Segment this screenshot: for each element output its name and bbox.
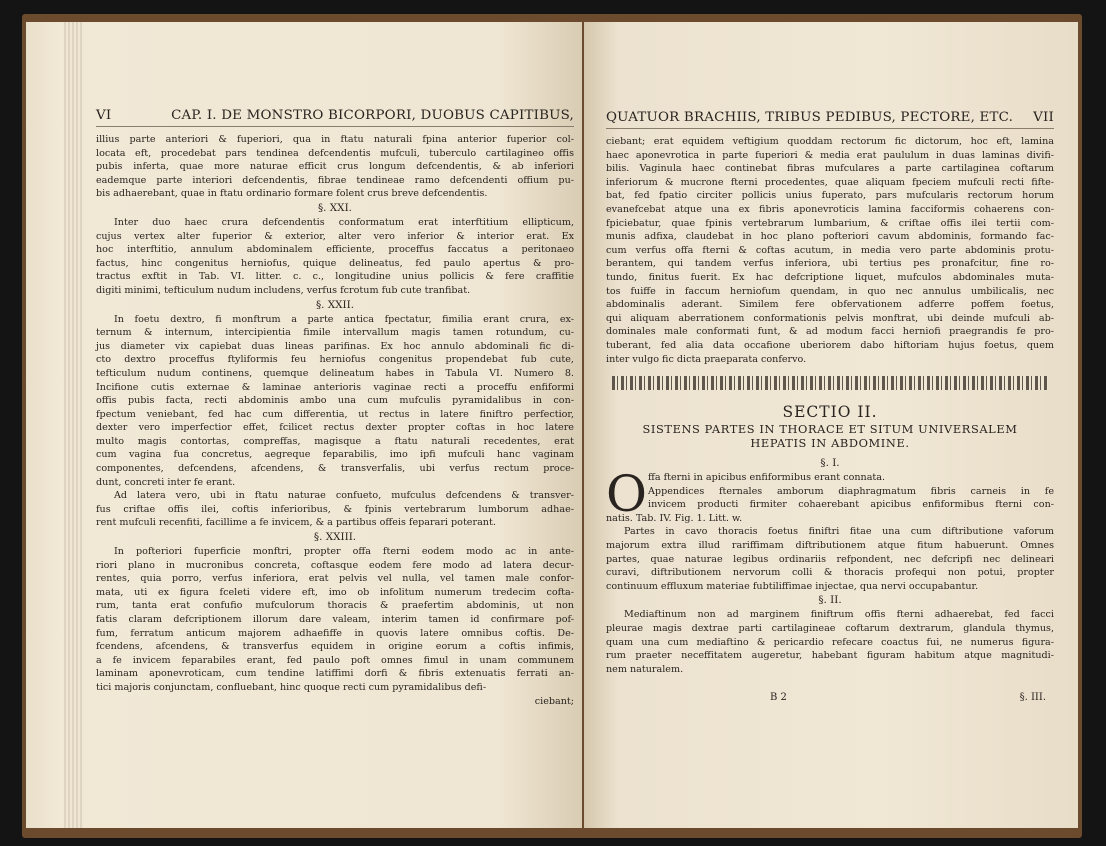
text-line: invicem producti firmiter cohaerebant apicibus enfiformibus fterni con- <box>648 499 1054 511</box>
text-line: rentes, quia porro, verfus inferiora, erat pelvis vel nulla, vel tamen male confor- <box>96 573 574 585</box>
text-line: a fe invicem feparabiles erant, fed paulo poft omnes fimul in unam communem <box>96 654 574 666</box>
text-line: ffa fterni in apicibus enfiformibus erant connata. <box>648 472 886 484</box>
text-line: Incifione cutis externae & laminae anterioris vaginae recti a proceffu enfiformi <box>96 381 574 393</box>
text-line: eademque parte interiori defcendentis, fibrae tendineae ramo defcendenti offium pu- <box>96 174 574 186</box>
text-line: laminam aponevroticam, cum tendine latiffimi dorfi & fibris extenuatis ferrati an- <box>96 668 574 680</box>
text-line: pubis inferta, quae more naturae efficit crus longum defcendentis, & ab inferiori <box>96 161 574 173</box>
text-line: riori plano in mucronibus concreta, coftasque eodem fere modo ad latera decur- <box>96 559 574 571</box>
section-subtitle: SISTENS PARTES IN THORACE ET SITUM UNIVERSALEM <box>642 422 1018 437</box>
ornament-divider <box>612 376 1048 390</box>
text-line: cto dextro proceffus ftyliformis feu herniofus congenitus propendebat fub cute, <box>96 354 574 366</box>
text-line: In foetu dextro, fi monftrum a parte antica fpectatur, fimilia erant crura, ex- <box>114 313 574 325</box>
text-line: continuum effluxum materiae fubtiliffimae injectae, qua nervi occupabantur. <box>606 580 979 592</box>
section-heading: §. XXI. <box>317 201 352 214</box>
text-line: ciebant; erat equidem veftigium quoddam rectorum fic dictorum, hoc eft, lamina <box>606 136 1054 147</box>
text-line: dunt, concreti inter fe erant. <box>96 476 236 488</box>
text-line: rent mufculi recenfiti, facillime a fe invicem, & a partibus offeis feparari poterant. <box>96 517 496 529</box>
text-line: Ad latera vero, ubi in ftatu naturae confueto, mufculus defcendens & transver- <box>114 490 574 502</box>
text-line: offis pubis facta, recti abdominis ambo una cum mufculis pyramidalibus in con- <box>96 395 574 407</box>
text-line: cujus vertex alter fuperior & exterior, alter vero inferior & interior erat. Ex <box>96 230 574 242</box>
paragraph <box>96 216 574 298</box>
paragraph <box>606 512 1054 594</box>
text-line: cum verfus offa fterni & coftas acutum, in media vero parte abdominis protu- <box>606 244 1054 256</box>
catchword: §. III. <box>1019 692 1046 704</box>
text-line: tuberant, fed alia data occafione uberiorem dabo hiftoriam hujus foetus, quem <box>606 339 1054 351</box>
book-spread <box>22 14 1082 838</box>
text-line: rum praeter neceffitatem augeretur, habebant figuram habitum atque magnitudi- <box>606 650 1054 662</box>
running-title: QUATUOR BRACHIIS, TRIBUS PEDIBUS, PECTORE, ETC. <box>606 110 1014 125</box>
section-title: SECTIO II. <box>782 403 878 422</box>
text-line: tici majoris conjunctam, confluebant, hinc quoque recti cum pyramidalibus defi- <box>96 681 487 693</box>
text-line: illius parte anteriori & fuperiori, qua in ftatu naturali fpina anterior fuperior col- <box>96 134 574 145</box>
text-line: inter vulgo fic dicta praeparata confervo. <box>606 353 807 365</box>
text-line: Appendices fternales amborum diaphragmatum fibris carneis in fe <box>648 485 1054 497</box>
catchword: ciebant; <box>534 695 574 707</box>
text-line: digiti minimi, tefticulum nudum includens, verfus fcrotum fub cute tranfibat. <box>96 284 471 296</box>
section-heading: §. I. <box>820 457 840 470</box>
running-head <box>606 110 1054 129</box>
text-line: tundo, finitus fuerit. Ex hac defcriptione liquet, mufculos abdominales muta- <box>606 271 1054 283</box>
text-line: qui aliquam aberrationem conformationis pelvis monftrat, ubi deinde mufculi ab- <box>606 312 1054 324</box>
section-subtitle: HEPATIS IN ABDOMINE. <box>750 436 910 451</box>
left-text-block <box>96 108 574 708</box>
text-line: factus, hinc congenitus herniofus, quique delineatus, fed paulo apertus & pro- <box>96 257 574 269</box>
text-line: tractus exftit in Tab. VI. litter. c. c., longitudine unius pollicis & fere craffitie <box>96 271 574 283</box>
text-line: abdominalis aderant. Similem fere obfervationem adferre poffem foetus, <box>606 299 1054 311</box>
text-line: multo magis contortas, compreffas, magisque a ftatu naturali recedentes, erat <box>96 435 574 447</box>
text-line: Inter duo haec crura defcendentis conformatum erat interftitium ellipticum, <box>114 216 574 228</box>
text-line: bis adhaerebant, quae in ftatu ordinario formare folent crus breve defcendentis. <box>96 188 488 200</box>
text-line: bat, fed fpatio circiter pollicis unius fuperato, pars mufcularis rectorum horum <box>606 190 1054 202</box>
page-number: VII <box>1033 110 1054 125</box>
section-heading: §. XXIII. <box>313 531 357 544</box>
text-line: Mediaftinum non ad marginem finiftrum offis fterni adhaerebat, fed facci <box>624 609 1054 621</box>
text-line: cum vagina fua concretus, aegreque feparabilis, imo ipfi mufculi hanc vaginam <box>96 449 574 461</box>
left-page <box>26 22 582 828</box>
page-footer <box>606 692 1054 703</box>
paragraph <box>96 313 574 531</box>
right-page <box>584 22 1078 828</box>
text-line: inferiorum & mucrone fterni procedentes, quae aliquam fpeciem mufculi recti fifte- <box>606 176 1054 188</box>
text-line: munis adfixa, claudebat in hoc plano pofteriori cavum abdominis, formando fac- <box>606 231 1054 243</box>
text-line: Partes in cavo thoracis foetus finiftri fitae una cum diftributione vaforum <box>624 526 1054 538</box>
running-title: CAP. I. DE MONSTRO BICORPORI, DUOBUS CAPITIBUS, <box>171 108 574 123</box>
text-line: fpiciebatur, quae fpinis vertebrarum lumbarium, & criftae offis ilei tertii com- <box>606 217 1054 229</box>
text-line: locata eft, procedebat pars tendinea defcendentis mufculi, tuberculo cartilagineo offis <box>96 147 574 159</box>
paragraph <box>96 133 574 201</box>
right-text-block <box>606 110 1054 703</box>
text-line: fum, ferratum anticum majorem adhaefiffe in quovis latere omnibus coftis. De- <box>96 627 574 639</box>
signature-mark: B 2 <box>770 692 787 704</box>
text-line: tefticulum nudum continens, quemque delineatum habes in Tabula VI. Numero 8. <box>96 367 574 379</box>
text-line: ternum & internum, intercipientia fimile intervallum magis tamen rotundum, cu- <box>96 327 574 339</box>
text-line: partes, quae naturae legibus ordinariis refpondent, nec defcripfi nec delineari <box>606 553 1054 565</box>
text-line: quam una cum mediaftino & pericardio refecare coactus fui, ne numerus figura- <box>606 636 1054 648</box>
text-line: rum, tanta erat confufio mufculorum thoracis & praefertim abdominis, ut non <box>96 600 574 612</box>
text-line: fcendens, afcendens, & transverfus equidem in origine eorum a coftis infimis, <box>96 641 574 653</box>
text-line: natis. Tab. IV. Fig. 1. Litt. w. <box>606 512 743 524</box>
text-line: componentes, defcendens, afcendens, & transverfalis, ubi verfus rectum proce- <box>96 463 574 475</box>
text-line: dexter vero imperfectior effet, fcilicet rectus dexter propter coftas in hoc latere <box>96 422 574 434</box>
text-line: curavi, diftributionem nervorum colli & thoracis profequi non potui, propter <box>606 567 1054 579</box>
section-heading: §. II. <box>818 594 842 607</box>
paragraph <box>606 471 1054 512</box>
paragraph <box>606 135 1054 366</box>
text-line: jus diameter vix capiebat duas lineas parifinas. Ex hoc annulo abdominali fic di- <box>96 340 574 352</box>
text-line: berantem, qui tandem verfus inferiora, ubi tertius pes pronafcitur, fine ro- <box>606 258 1054 270</box>
text-line: hoc interftitio, annulum abdominalem efficiente, proceffus faccatus a peritonaeo <box>96 244 574 256</box>
page-edges <box>64 22 84 828</box>
text-line: mata, uti ex figura fceleti videre eft, imo ob infolitum numerum tredecim cofta- <box>96 586 574 598</box>
text-line: fatis claram defcriptionem illorum dare valeam, interim tamen id confirmare pof- <box>96 614 574 625</box>
text-line: fus criftae offis ilei, coftis inferioribus, & fpinis vertebrarum lumborum adhae- <box>96 503 574 515</box>
running-head <box>96 108 574 127</box>
section-heading: §. XXII. <box>315 298 355 311</box>
text-line: fpectum veniebant, fed hac cum differentia, ut rectus in latere finiftro perfectior, <box>96 408 574 420</box>
text-line: In pofteriori fuperficie monftri, propter offa fterni eodem modo ac in ante- <box>114 546 574 558</box>
page-number: VI <box>96 108 112 123</box>
text-line: pleurae magis dextrae parti cartilagineae coftarum dextrarum, glandula thymus, <box>606 623 1054 635</box>
paragraph <box>96 545 574 695</box>
paragraph <box>606 608 1054 676</box>
text-line: nem naturalem. <box>606 663 684 675</box>
text-line: haec aponevrotica in parte fuperiori & media erat paululum in duas laminas divifi- <box>606 149 1054 161</box>
text-line: bilis. Vaginula haec continebat fibras mufculares a parte cartilaginea coftarum <box>606 163 1054 175</box>
text-line: majorum extra illud rariffimam diftributionem atque fitum habuerunt. Omnes <box>606 540 1054 552</box>
text-line: evanefcebat atque una ex fibris aponevroticis lamina facciformis cohaerens con- <box>606 203 1054 215</box>
text-line: tos fuiffe in faccum herniofum quendam, in quo nec annulus umbilicalis, nec <box>606 285 1054 297</box>
text-line: dominales male conformati funt, & ad modum facci herniofi praegrandis fe pro- <box>606 326 1054 338</box>
drop-cap: O <box>606 465 647 524</box>
